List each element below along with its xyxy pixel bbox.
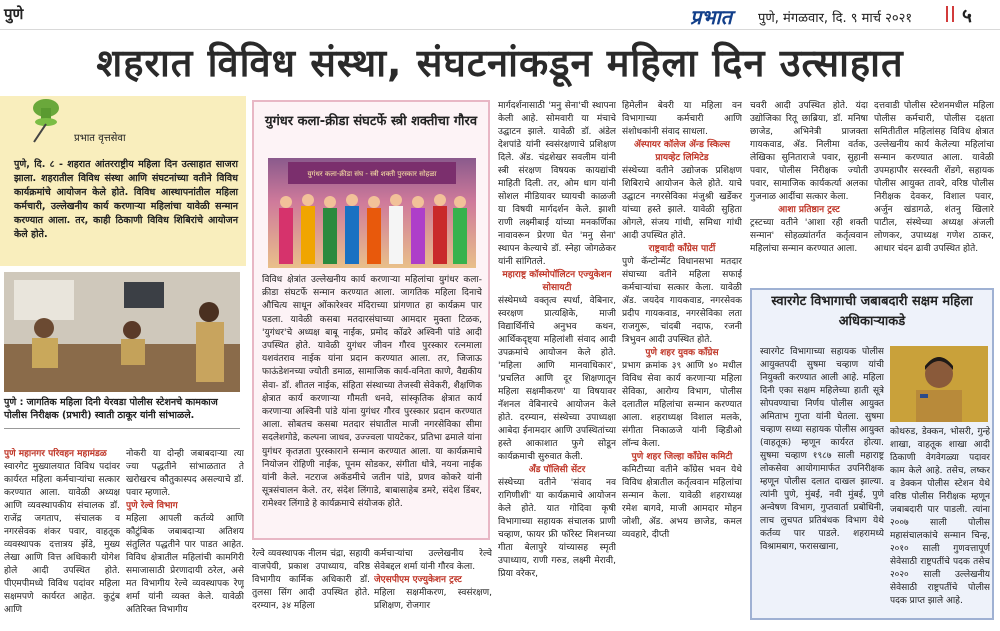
subheading-jspm: जेएसपीएम एज्युकेशन ट्रस्ट bbox=[374, 575, 462, 585]
column-six bbox=[874, 100, 994, 284]
award-ceremony-photo bbox=[268, 158, 476, 268]
column-four bbox=[622, 100, 742, 628]
swargate-body-left: स्वारगेट विभागाच्या सहायक पोलीस आयुक्तपदी सुषमा चव्हाण यांची नियुक्ती करण्यात आली आहे. महिला दिनी एका सक्षम महिलेच्या हाती सूत्रे सोपवण्याचा निर्णय पोलीस आयुक्त अमिताभ गुप्ता यांनी घेतला. सुषमा चव्हाण सध्या सहायक पोलीस आयुक्त (वाहतूक) म्हणून कार्यरत होत्या. सुषमा चव्हाण १९८७ साली महाराष्ट्र लोकसेवा आयोगामार्फत उपनिरीक्षक म्हणून पोलीस दलात दाखल झाल्या. त्यांनी पुणे, मुंबई, नवी मुंबई, पुणे अन्वेषण विभाग, गुप्तवार्ता प्रबोधिनी, लाच लुचपत प्रतिबंधक विभाग येथे कर्तव्य पार पाडले. शहरामध्ये विश्रामबाग, फरासखाना, bbox=[760, 347, 884, 552]
railway-paragraph: महिला आपली कर्तव्ये आणि कौटुंबिक जबाबदाऱ्या अतिशय संतुलित पद्धतीने पार पाडत आहेत. विविध क्षेत्रातील महिलांची कामगिरी समाजासाठी प्रेरणादायी ठरेल, असे मत विभागीय रेल्वे व्यवस्थापक रेणू शर्मा यांनी व्यक्त केले. यावेळी अतिरिक्त विभागीय bbox=[126, 514, 244, 615]
swargate-title: स्वारगेट विभागाची जबाबदारी सक्षम महिला अधिकाऱ्याकडे bbox=[771, 294, 973, 329]
pmpml-paragraph-end: नोकरी या दोन्ही जबाबदाऱ्या त्या ज्या पद्धतीने सांभाळतात ते खरोखरच कौतुकास्पद असल्याचे डॉ. पवार म्हणाले. bbox=[126, 449, 244, 498]
dattawadi-paragraph: दत्तवाडी पोलीस स्टेशनमधील महिला पोलीस कर्मचारी, पोलीस दक्षता समितीतील महिलांसह विविध क्षेत्रात उल्लेखनीय कार्य केलेल्या महिलांचा सन्मान करण्यात आला. यावेळी उपमहापौर सरस्वती शेंडगे, सहायक पोलीस आयुक्त तावरे, वरिष्ठ पोलीस निरीक्षक देवकर, विशाल पवार, अर्जुन खंडागळे, शंतनु खिलारे पाटील, संस्थेच्या अध्यक्ष अंजली लोणकर, उपाध्यक्ष गणेश ठाकर, आधार चंदन ढावी उपस्थित होते. bbox=[874, 101, 994, 254]
ncp-paragraph: पुणे कॅन्टोन्मेंट विधानसभा मतदार संघाच्या वतीने महिला सफाई कर्मचाऱ्यांचा सत्कार केला. यावेळी ॲड. जयदेव गायकवाड, नगरसेवक प्रदीप गायकवाड, नगरसेविका लता राजगुरू, चांदबी नदाफ, रजनी त्रिभुवन आदी उपस्थित होते. bbox=[622, 257, 742, 345]
section-name: पुणे bbox=[4, 5, 24, 23]
photo-caption: पुणे : जागतिक महिला दिनी येरवडा पोलीस स्टेशनचे कामकाज पोलीस निरीक्षक (प्रभारी) स्वाती ठाकूर यांनी सांभाळले. bbox=[4, 397, 218, 421]
subheading-pmpml: पुणे महानगर परिवहन महामंडळ bbox=[4, 449, 107, 459]
policy-center-paragraph: संस्थेच्या वतीने 'संवाद नव रागिणीशी' या कार्यक्रमाचे आयोजन केले होते. यात गोदिवा कृषी विभागाच्या सहायक संचालक प्राणी चव्हाण, फायर फ्री फॉरेस्ट मिशनच्या गीता बेलापुरे यांच्यासह स्मृती उपाध्याय, राणी गरुड, लक्ष्मी मेरावी, प्रिया वरेकर, bbox=[498, 478, 616, 579]
office-scene-illustration bbox=[4, 272, 240, 392]
subheading-aspire: ॲस्पायर कॉलेज ॲन्ड स्किल्स प्रायव्हेट लिमिटेड bbox=[633, 140, 731, 163]
yugandhar-body: विविध क्षेत्रांत उल्लेखनीय कार्य करणाऱ्या महिलांचा युगंधर कला-क्रीडा संघटर्फे सन्मान करण्यात आला. जागतिक महिला दिनाचे औचित्य साधून ओंकारेश्वर मंदिराच्या प्रांगणात हा कार्यक्रम पार पडला. यावेळी कसबा मतदारसंघाच्या आमदार मुक्ता टिळक, 'युगंधर'चे अध्यक्ष बाबू नाईक, प्रमोद कोंढरे अश्विनी पांडे आदी उपस्थित होते. यावेळी युगंधर जीवन गौरव पुरस्कार रत्नमाला यशवंतराव नाईक यांना प्रदान करण्यात आला. तर, जिजाऊ फाऊंडेशनच्या ज्योती डमाळ, सामाजिक कार्य-वनिता काणे, वैद्यकीय सेवा- डॉ. शीतल नाईक, संहिता संस्थाच्या तेजस्वी सेवेकरी, शैक्षणिक क्षेत्रात कार्य करणाऱ्या गौमती धनवे, सांस्कृतिक क्षेत्रात कार्य करणाऱ्या अश्विनी पांडे यांना युगंधर गौरव पुरस्कार प्रदान करण्यात आला. सोबतच कसबा मतदार संघातील माजी नगरसेविका सीमा सदलेशगोडे, कल्पना जाधव, उज्ज्वला पायटेकर, प्रतिभा ढमाले यांना युगंधर कृतज्ञता पुरस्काराने सन्मान करण्यात आला. या कार्यक्रमाचे नियोजन रोहिणी नाईक, पूनम सोडकर, संगीता धोत्रे, नयना नाईक यांनी केले. नटराज अकॅडमीचे जतीन पांडे, प्रणव कोकरे यांनी सूत्रसंचालन केले. तर, संदेश लिंगाडे, बाबासाहेब डमरे, संदेश डिंबर, रामेश्वर लिंगाडे हे कार्यक्रमाचे संयोजक होते. bbox=[262, 275, 482, 510]
dateline: पुणे, मंगळवार, दि. ९ मार्च २०२१ bbox=[758, 11, 913, 26]
subheading-policy-center: अँड पॉलिसी सेंटर bbox=[528, 465, 586, 475]
railway-closing: कर्मचाऱ्यांचा उल्लेखनीय रेल्वे सेवेबद्दल शर्मा यांनी गौरव केला. bbox=[374, 549, 492, 572]
police-station-photo bbox=[4, 272, 240, 392]
subheading-youth-congress: पुणे शहर युवक कॉंग्रेस bbox=[645, 348, 719, 358]
asha-trust-paragraph: ट्रस्टच्या वतीने 'आशा रही शक्ती सन्मान' सोहळ्यांतर्गत कर्तृत्ववान महिलांचा सन्मान करण्यात आला. bbox=[750, 218, 868, 254]
page-number: ५ bbox=[962, 5, 972, 27]
pmpml-paragraph: स्वारगेट मुख्यालयात विविध पदांवर कार्यरत महिला कर्मचाऱ्यांचा सत्कार करण्यात आला. यावेळी अध्यक्ष आणि व्यवस्थापकीय संचालक डॉ. राजेंद्र जगताप, संचालक व नगरसेवक शंकर पवार, वाहतूक व्यवस्थापक दत्तात्रय झेंडे, मुख्य लेखा आणि वित्त अधिकारी योगेश होले आदी उपस्थित होते. पीएमपीमध्ये विविध पदांवर महिला सक्षमपणे कार्यरत आहेत. कुटुंब आणि bbox=[4, 462, 120, 615]
separator-bars-icon bbox=[946, 6, 954, 22]
youth-congress-paragraph: प्रभाग क्रमांक ३९ आणि ४० मधील विविध सेवा कार्य करणाऱ्या महिला सेविका, आरोग्य विभाग, पोलीस दलातील महिलांचा सन्मान करण्यात आला. शहराध्यक्ष विशाल मलके, संगीता निकाळजे यांनी व्हिडीओ लॉन्च केला. bbox=[622, 361, 742, 449]
railway-continued-paragraph: रेल्वे व्यवस्थापक नीलम चंद्रा, सहायी वाजपेयी, प्रकाश उपाध्याय, वरिष्ठ विभागीय कार्मिक अधिकारी डॉ. तुलसा सिंग आदी उपस्थित होते. दरम्यान, ३४ महिला bbox=[252, 549, 370, 611]
column-five bbox=[750, 100, 868, 284]
swargate-body-right: कोथरुड, डेक्कन, भोसरी, गुन्हे शाखा, वाहतूक शाखा आदी ठिकाणी वेगवेगळ्या पदावर काम केले आहे. तसेच, लष्कर व डेक्कन पोलीस स्टेशन येथे वरिष्ठ पोलीस निरीक्षक म्हणून जबाबदारी पार पाडली. त्यांना २००७ साली पोलीस महासंचालकांचे सन्मान चिन्ह, २०१० साली गुणवत्तापूर्ण सेवेसाठी राष्ट्रपतींचे पदक तसेच २०२० साली उल्लेखनीय सेवेसाठी राष्ट्रपतींचे पोलीस पदक प्राप्त झाले आहे. bbox=[890, 427, 990, 606]
pushpin-icon bbox=[20, 94, 68, 144]
subheading-cosmopolitan: महाराष्ट्र कॉस्मोपॉलिटन एज्युकेशन सोसायटी bbox=[502, 270, 612, 293]
subheading-asha-trust: आशा प्रतिष्ठान ट्रस्ट bbox=[778, 205, 840, 215]
masthead-logo: प्रभात bbox=[690, 5, 733, 29]
divider bbox=[4, 428, 240, 429]
subheading-district-congress: पुणे शहर जिल्हा कॉंग्रेस कमिटी bbox=[631, 452, 733, 462]
lead-paragraph: पुणे, दि. ८ - शहरात आंतरराष्ट्रीय महिला दिन उत्साहात साजरा झाला. शहरातील विविध संस्था आणि संघटनांच्या वतीने विविध कार्यक्रमांचे आयोजन केले होते. विविध आस्थापनांतील महिला कर्मचारी, उल्लेखनीय कार्य करणाऱ्या महिलांचा यावेळी सन्मान करण्यात आला. तर, काही ठिकाणी विविध शिबिरांचे आयोजन केले होते. bbox=[14, 159, 238, 240]
yugandhar-title: युगंधर कला-क्रीडा संघटर्फे स्त्री शक्तीचा गौरव bbox=[264, 114, 478, 129]
railway-continued bbox=[252, 548, 370, 628]
subheading-ncp: राष्ट्रवादी कॉंग्रेस पार्टी bbox=[648, 244, 716, 254]
cosmopolitan-paragraph: संस्थेमध्ये वक्तृत्व स्पर्धा, वेबिनार, स्वरक्षण प्रात्यक्षिके, माजी विद्यार्थिनींचे अनुभव कथन, आर्थिकदृष्ट्या महिलांशी संवाद आदी उपक्रमांचे आयोजन केले होते. 'महिला आणि मानवाधिकार', 'प्रचलित आणि दूर शिक्षणातून महिला सक्षमीकरण' या विषयावर नॅशनल वेबिनारचे आयोजन केले होते. दरम्यान, संस्थेच्या उपाध्यक्षा आबेदा ईनामदार आणि उपस्थितांच्या हस्ते आकाशात फुगे सोडून कार्यक्रमाची सुरुवात केली. bbox=[498, 296, 616, 462]
ceremony-illustration bbox=[268, 158, 476, 268]
subheading-railway: पुणे रेल्वे विभाग bbox=[126, 501, 178, 511]
pmpml-column bbox=[4, 448, 120, 628]
felicitation-paragraph: चवरी आदी उपस्थित होते. यंदा उद्योजिका रितू छाब्रिया, डॉ. मनिषा छाजेड, अभिनेत्री प्राजक्ता गायकवाड, ॲड. निलीमा वर्तक, लेखिका सुनिताराजे पवार, सुहानी पवार, पोलीस निरीक्षक ज्योती पवार, सामाजिक कार्यकर्त्या अलका गुजनाळ आदींचा सत्कार केला. bbox=[750, 101, 868, 202]
column-three bbox=[498, 100, 616, 628]
officer-portrait bbox=[890, 346, 988, 422]
railway-column bbox=[126, 448, 244, 628]
main-headline: शहरात विविध संस्था, संघटनांकडून महिला दिन उत्साहात bbox=[96, 41, 904, 85]
forest-paragraph: हिमेलीन बेवरी या महिला वन विभागाच्या कर्मचारी आणि संशोधकांनी संवाद साधला. bbox=[622, 101, 742, 137]
district-congress-paragraph: कमिटीच्या वतीने कॉंग्रेस भवन येथे विविध क्षेत्रातील कर्तृत्ववान महिलांचा सन्मान केला. यावेळी शहराध्यक्ष रमेश बागवे, माजी आमदार मोहन जोशी, ॲड. अभय छाजेड, कमल व्यवहारे, दीप्ती bbox=[622, 465, 742, 540]
manu-sena-paragraph: मार्गदर्शनासाठी 'मनु सेना'ची स्थापना केली आहे. सोमवारी या मंचाचे उद्घाटन झाले. यावेळी डॉ. अंडेल देशपांडे यांनी स्वसंरक्षणाचे प्रशिक्षण दिले. ॲड. चंद्रशेखर सवलीम यांनी स्त्री संरक्षण विषयक कायद्यांची माहिती दिली. तर, ओम धाग यांनी सोशल मीडियावर घ्यायची काळजी या विषयी मार्गदर्शन केले. झाशी राणी लक्ष्मीबाई यांच्या मनकर्णिका नावावरून प्रेरणा घेत 'मनु सेना' स्थापन केल्याचे डॉ. स्नेहा जोगळेकर यांनी सांगितले. bbox=[498, 101, 616, 267]
officer-illustration bbox=[890, 346, 988, 422]
aspire-paragraph: संस्थेच्या वतीने उद्योजक प्रशिक्षण शिबिराचे आयोजन केले होते. याचे उद्घाटन नगरसेविका मंजुश्री खर्डेकर यांच्या हस्ते झाले. यावेळी सुहिता ओगले, संजय गांधी, समिधा गांधी आदी उपस्थित होते. bbox=[622, 166, 742, 241]
jspm-column bbox=[374, 548, 492, 628]
banner-text: युगंधर कला-क्रीडा संघ - स्त्री शक्ती पुरस्कार सोहळा bbox=[307, 170, 437, 178]
news-service-tag: प्रभात वृत्तसेवा bbox=[74, 133, 126, 144]
jspm-paragraph: महिला सक्षमीकरण, स्वसंरक्षण, प्रशिक्षण, रोजगार bbox=[374, 588, 492, 611]
